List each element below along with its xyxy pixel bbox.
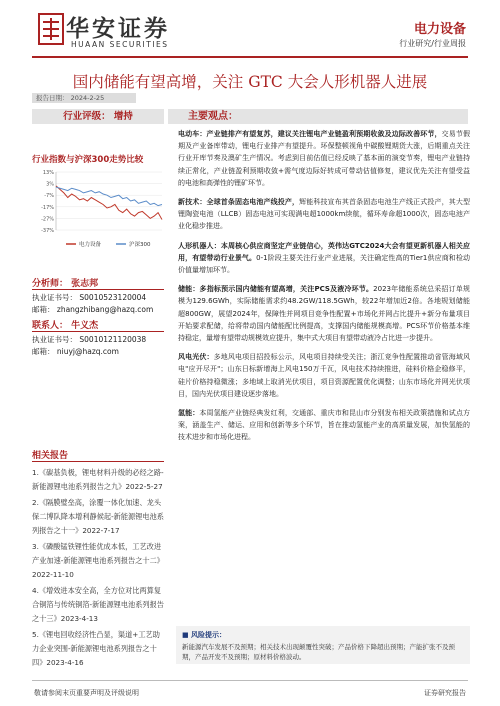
company-logo-en: HUAAN SECURITIES	[71, 40, 169, 49]
related-rule	[32, 461, 164, 462]
contact-heading: 联系人： 牛义杰	[32, 321, 99, 331]
related-item[interactable]: 3.《磷酸锰铁锂性能优成本低，工艺改进产业加速-新能源锂电池系列报告之十二》2022-11-10	[32, 542, 164, 579]
footer-disclaimer[interactable]: 敬请参阅末页重要声明及评级说明	[34, 689, 139, 697]
y-tick-label: -27%	[41, 216, 54, 223]
series-line-csi300	[56, 187, 162, 206]
y-tick-label: 3%	[46, 181, 54, 188]
report-title: 国内储能有望高增，关注 GTC 大会人形机器人进展	[72, 73, 428, 91]
legend-label: 电力设备	[79, 242, 102, 248]
related-item[interactable]: 1.《碳基负极，锂电材料升级的必经之路-新能源锂电池系列报告之九》2022-5-27	[32, 468, 164, 491]
related-item[interactable]: 5.《锂电回收经济性凸显，渠道+工艺助力企业突围-新能源锂电池系列报告之十四》2023-4-16	[32, 630, 160, 667]
logo-mark-icon	[38, 12, 64, 46]
main-points	[178, 128, 470, 451]
series-line-power-equipment	[56, 186, 162, 220]
point-ev: 电动车：产业链排产有望复苏，建议关注锂电产业链盈利预期收敛及边际改善环节，交易节假期及产业备库带动，锂电行业排产有望提升。环保整顿视角中碳酸锂期货大涨，后期重点关注行业开库节奏及澳矿生产情况。考虑到目前估值已经反映了基本面的演变节奏，锂电产业链持续正常化，产业链盈利预期收敛+需气度边际好转成可带动估值修复，建议优先关注有望受益的电池和高弹性的锂矿环节。	[178, 130, 470, 187]
contact-cert: 执业证书号： S0010121120038	[32, 335, 147, 344]
contact-email[interactable]: 邮箱： niuyj@hazq.com	[32, 347, 119, 356]
contact-rule	[32, 331, 164, 332]
analyst-cert: 执业证书号： S0010523120004	[32, 293, 147, 302]
risk-text: 新能源汽车发展不及预期；相关技术出现颠覆性突破；产品价格下降超出预期；产能扩张不及预期，产品开发不及预期；原材料价格波动。	[182, 643, 455, 661]
analyst-rule	[32, 289, 164, 290]
analyst-email[interactable]: 邮箱： zhangzhibang@hazq.com	[32, 305, 154, 314]
footer-divider	[32, 680, 468, 681]
point-new-tech: 新技术：全球首条固态电池产线投产，辉能科技宣布其首条固态电池生产线正式投产，其大型锂陶瓷电池（LLCB）固态电池可实现满电超1000km续航，循环寿命超1000次，固态电池产业化稳步推进。	[178, 198, 470, 231]
point-robot: 人形机器人：本周核心供应商坚定产业链信心，英伟达GTC2024大会有望更新机器人相关应用，有望带动行业景气。0-1阶段主要关注行业产业进展，关注确定性高的Tier1供应商和检动价值量增加环节。	[178, 241, 471, 275]
risk-title: ■ 风险提示：	[182, 631, 227, 639]
y-tick-label: -37%	[41, 228, 54, 234]
related-heading: 相关报告	[32, 451, 69, 461]
point-hydrogen: 氢能：本周氢能产业链经典发红利，交通部、重庆市和昆山市分别发布相关政策措施和试点方案，涵盖生产、储运、应用和创新等多个环节，旨在推动氢能产业的高质量发展，加快氢能的技术进步和市场化进程。	[178, 409, 470, 442]
report-date: 报告日期： 2024-2-25	[32, 93, 136, 103]
company-logo: 华安证券	[66, 15, 170, 42]
point-wind-solar: 风电光伏：多地风电项目招投标公示，风电项目持续受关注；浙江竞争性配置推动省管海域风电"应开尽开"；山东日标新增海上风电150万千瓦，风电技术持续推进，硅料价格企稳修平，硅片价格持稳微涨；多地域上取消光伏项目，项目资源配置优化调整；山东市场化并网光伏项目，国内光伏项目建设逐步落地。	[178, 353, 470, 398]
related-item[interactable]: 4.《增效进本安全高，全方位对比两算复合铜箔与传统铜箔-新能源锂电池系列报告之十三》2023-4-13	[32, 586, 164, 623]
analyst-heading: 分析师： 张志邦	[32, 279, 99, 289]
related-list	[32, 466, 164, 672]
chart-title: 行业指数与沪深300走势比较	[32, 155, 144, 165]
footer-label: 证券研究报告	[424, 689, 466, 697]
legend-label: 沪深300	[129, 242, 151, 248]
sector-label: 电力设备	[413, 22, 466, 37]
header-divider	[32, 56, 468, 58]
main-points-header: 主要观点：	[168, 109, 468, 124]
y-tick-label: -7%	[44, 193, 54, 200]
report-type: 行业研究/行业周报	[399, 39, 466, 48]
point-storage: 储能：多指标预示国内储能有望高增，关注PCS及液冷环节。2023年储能系统总采招订单规模为129.6GWh，实际储能需求约48.2GW/118.5GWh，较22年增加近2倍。各地规划储能超800GW，展望2024年，保障性并网项目竞争性配置+市场化并网占比提升+新分布量项目开始要求配储，给将带动国内储能配比例提高，支撑国内储能规模高增。PCS环节价格基本维持稳定，量增有望带动规模效应提升，集中式大项目有望带动液冷占比进一步提升。	[178, 285, 470, 343]
risk-box	[176, 626, 470, 664]
related-item[interactable]: 2.《隔膜璧垒高，涂覆一体化加速、龙头保二博队降本增利静候起-新能源锂电池系列报告之十一》2022-7-17	[32, 498, 164, 535]
y-tick-label: 13%	[42, 170, 54, 176]
industry-rating: 行业评级： 增持	[32, 109, 164, 124]
index-comparison-chart	[32, 168, 164, 250]
y-tick-label: -17%	[41, 204, 54, 211]
